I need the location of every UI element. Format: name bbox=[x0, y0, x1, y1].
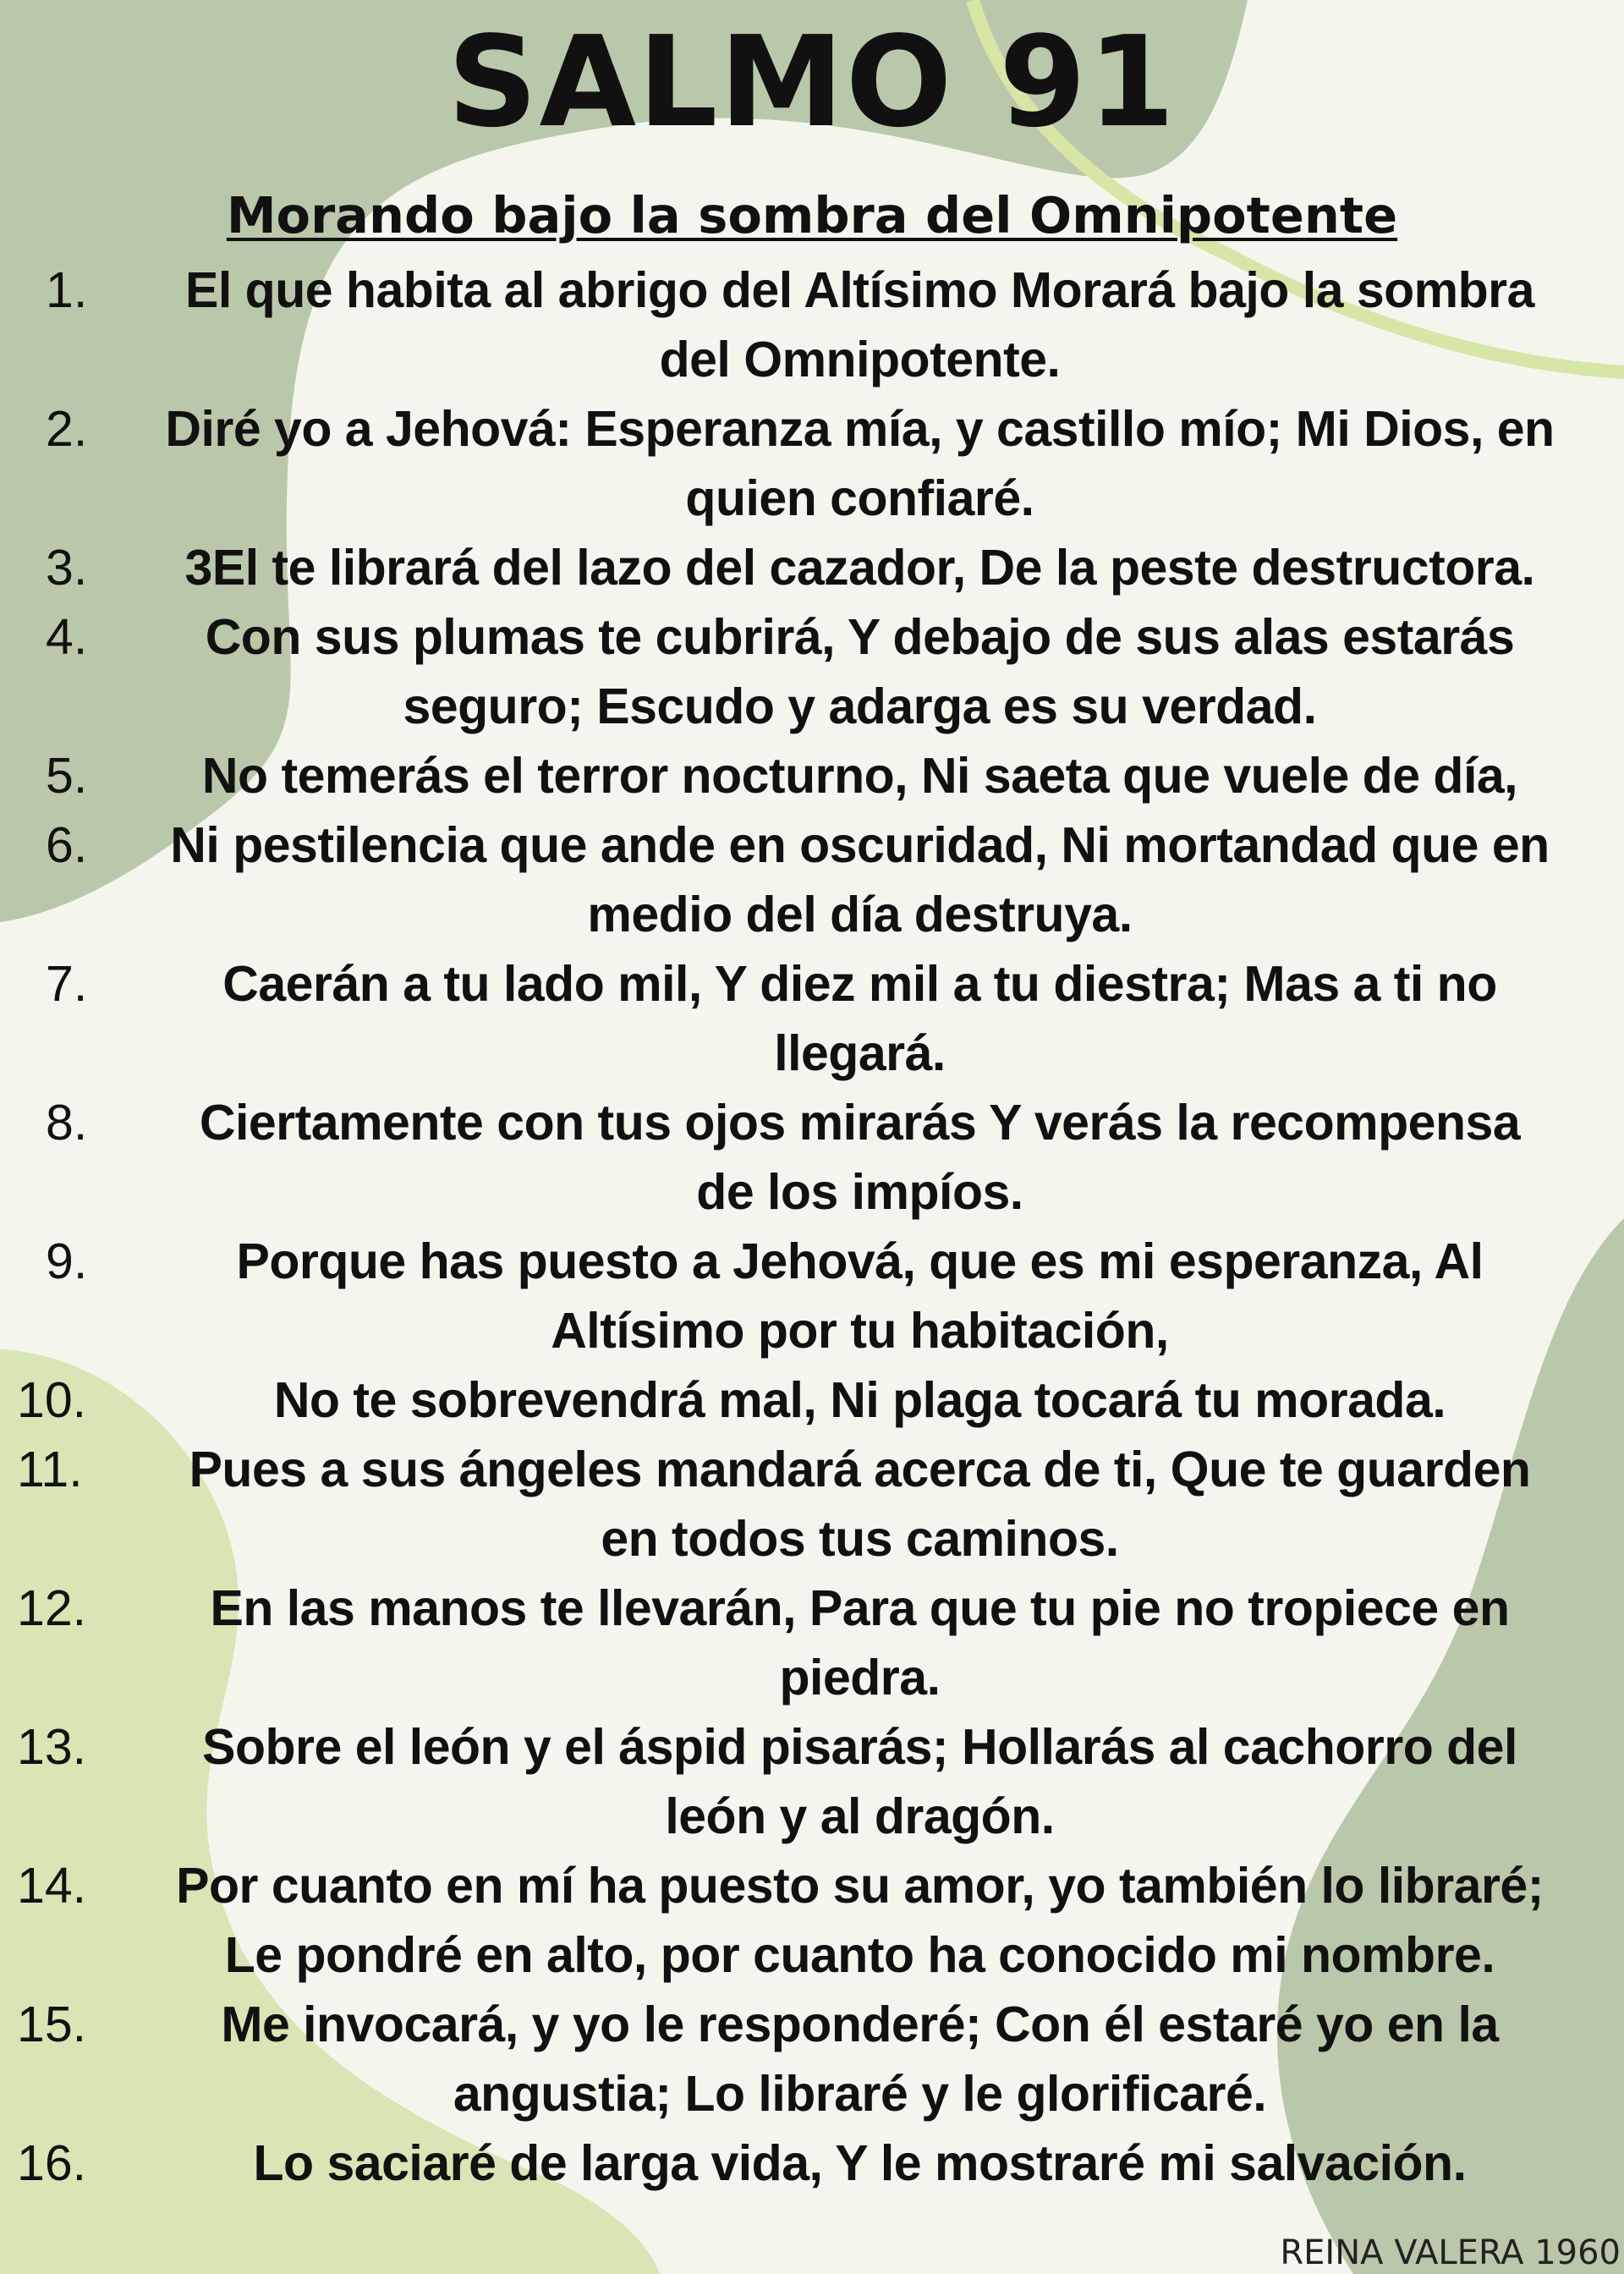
verse-text-line: Por cuanto en mí ha puesto su amor, yo también lo libraré; bbox=[176, 1858, 1544, 1914]
verse-number: 9. bbox=[46, 1233, 88, 1289]
verse-number: 4. bbox=[46, 609, 88, 665]
verse-text-line: seguro; Escudo y adarga es su verdad. bbox=[403, 678, 1317, 734]
verse-number: 6. bbox=[46, 817, 88, 873]
verse-text-line: Ciertamente con tus ojos mirarás Y verás la recompensa bbox=[199, 1095, 1521, 1151]
verse-text-line: piedra. bbox=[779, 1650, 941, 1706]
verse-number: 1. bbox=[46, 262, 88, 318]
verse-item bbox=[0, 810, 1624, 949]
verse-text-line: 3El te librará del lazo del cazador, De la peste destructora. bbox=[184, 540, 1535, 596]
verse-text-line: Lo saciaré de larga vida, Y le mostraré mi salvación. bbox=[253, 2135, 1467, 2191]
verse-number: 14. bbox=[17, 1858, 87, 1914]
verse-text-line: Diré yo a Jehová: Esperanza mía, y castillo mío; Mi Dios, en bbox=[165, 401, 1555, 457]
verse-number: 3. bbox=[46, 540, 88, 596]
verse-item bbox=[0, 394, 1624, 533]
verse-text-line: Porque has puesto a Jehová, que es mi esperanza, Al bbox=[236, 1233, 1484, 1289]
verse-number: 16. bbox=[17, 2135, 87, 2191]
verse-item bbox=[0, 741, 1624, 810]
verse-item bbox=[0, 1990, 1624, 2128]
verse-number: 12. bbox=[17, 1580, 87, 1636]
verse-text-line: No te sobrevendrá mal, Ni plaga tocará tu morada. bbox=[273, 1372, 1446, 1428]
verse-text-line: El que habita al abrigo del Altísimo Morará bajo la sombra bbox=[185, 262, 1534, 318]
verse-number: 2. bbox=[46, 401, 88, 457]
verse-number: 15. bbox=[17, 1997, 87, 2052]
verse-number: 13. bbox=[17, 1719, 87, 1775]
verse-text-line: Ni pestilencia que ande en oscuridad, Ni mortandad que en bbox=[170, 817, 1550, 873]
verse-text-line: Con sus plumas te cubrirá, Y debajo de sus alas estarás bbox=[205, 609, 1515, 665]
verse-text-line: Sobre el león y el áspid pisarás; Hollarás al cachorro del bbox=[202, 1719, 1517, 1775]
version-footer: REINA VALERA 1960 bbox=[1280, 2233, 1621, 2272]
verse-number: 7. bbox=[46, 956, 88, 1012]
verse-text-line: del Omnipotente. bbox=[659, 332, 1061, 387]
verse-text-line: en todos tus caminos. bbox=[601, 1511, 1119, 1567]
verse-item bbox=[0, 949, 1624, 1088]
verse-item bbox=[0, 533, 1624, 602]
verse-item bbox=[0, 1088, 1624, 1227]
verse-text-line: de los impíos. bbox=[696, 1164, 1023, 1220]
verse-text-line: llegará. bbox=[774, 1025, 946, 1081]
verse-item bbox=[0, 255, 1624, 394]
verse-number: 11. bbox=[17, 1442, 83, 1497]
verse-item bbox=[0, 2128, 1624, 2198]
page-title: SALMO 91 bbox=[447, 9, 1177, 155]
verse-number: 8. bbox=[46, 1095, 88, 1151]
verse-item bbox=[0, 1712, 1624, 1851]
verse-number: 5. bbox=[46, 748, 88, 804]
verse-text-line: Le pondré en alto, por cuanto ha conocido mi nombre. bbox=[224, 1927, 1495, 1983]
verse-text-line: angustia; Lo libraré y le glorificaré. bbox=[453, 2066, 1267, 2122]
verse-text-line: En las manos te llevarán, Para que tu pie no tropiece en bbox=[210, 1580, 1510, 1636]
verse-text-line: Pues a sus ángeles mandará acerca de ti, Que te guarden bbox=[189, 1442, 1531, 1497]
verse-text-line: Caerán a tu lado mil, Y diez mil a tu diestra; Mas a ti no bbox=[222, 956, 1497, 1012]
verse-item bbox=[0, 1435, 1624, 1574]
verse-item bbox=[0, 1574, 1624, 1712]
verse-text-line: No temerás el terror nocturno, Ni saeta que vuele de día, bbox=[201, 748, 1518, 804]
verse-item bbox=[0, 602, 1624, 741]
verse-item bbox=[0, 1227, 1624, 1365]
verse-text-line: quien confiaré. bbox=[685, 470, 1034, 526]
verse-item bbox=[0, 1851, 1624, 1990]
verse-text-line: león y al dragón. bbox=[665, 1788, 1055, 1844]
verse-number: 10. bbox=[17, 1372, 87, 1428]
verse-text-line: Altísimo por tu habitación, bbox=[551, 1303, 1169, 1359]
verse-text-line: medio del día destruya. bbox=[587, 887, 1133, 942]
page-subtitle: Morando bajo la sombra del Omnipotente bbox=[226, 186, 1398, 244]
verse-text-line: Me invocará, y yo le responderé; Con él estaré yo en la bbox=[221, 1997, 1499, 2052]
verse-item bbox=[0, 1365, 1624, 1435]
